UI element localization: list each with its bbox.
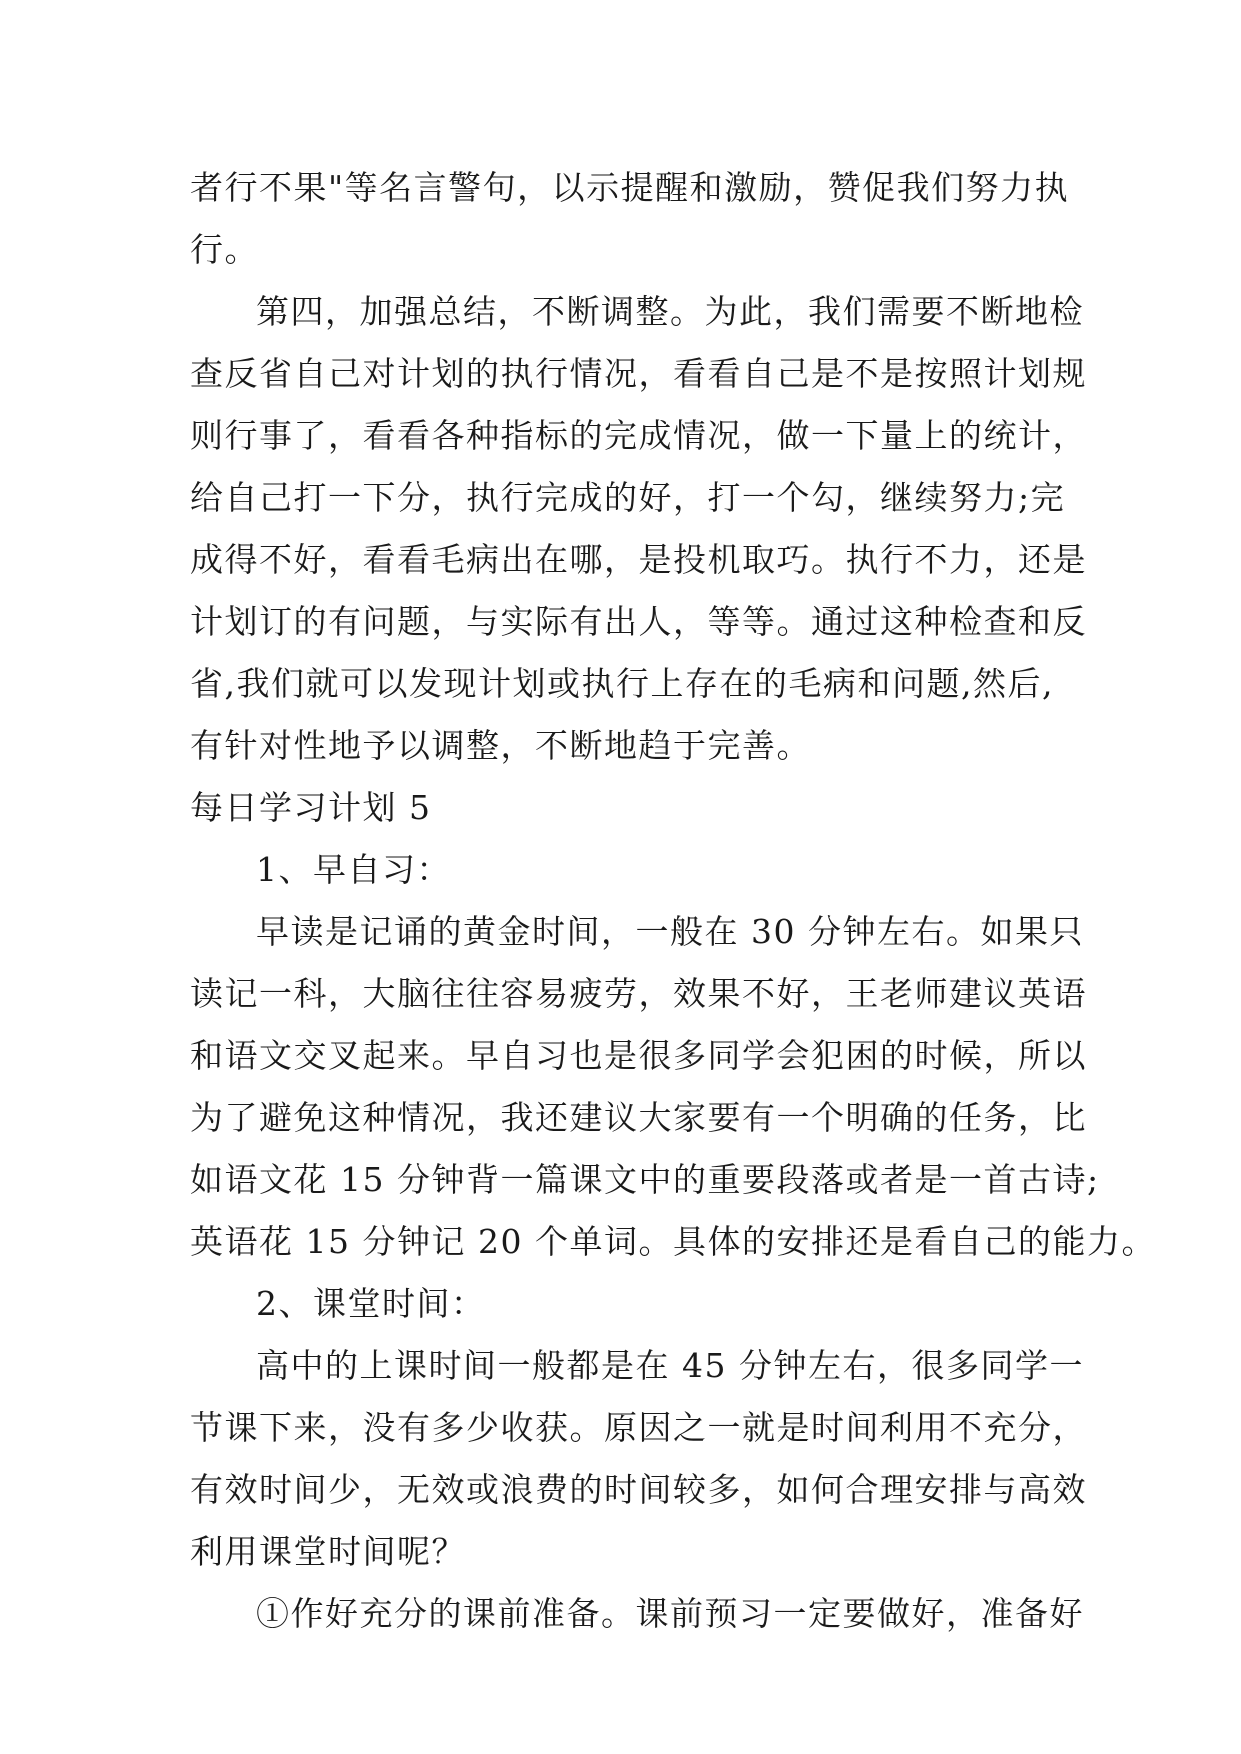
text-line: 者行不果"等名言警句，以示提醒和激励，赞促我们努力执 [190,168,1070,207]
text-line: 为了避免这种情况，我还建议大家要有一个明确的任务，比 [190,1098,1087,1137]
text-line: 读记一科，大脑往往容易疲劳，效果不好，王老师建议英语 [190,974,1087,1013]
text-line: 英语花 15 分钟记 20 个单词。具体的安排还是看自己的能力。 [190,1222,1156,1261]
text-line: 成得不好，看看毛病出在哪，是投机取巧。执行不力，还是 [190,540,1087,579]
paragraph-start-line: 早读是记诵的黄金时间，一般在 30 分钟左右。如果只 [256,912,1084,951]
subsection-heading: 2、课堂时间： [256,1284,486,1323]
text-line: 行。 [190,230,259,269]
section-heading: 每日学习计划 5 [190,788,432,827]
document-body [190,157,1156,1645]
text-line: 和语文交叉起来。早自习也是很多同学会犯困的时候，所以 [190,1036,1087,1075]
text-line: 有效时间少，无效或浪费的时间较多，如何合理安排与高效 [190,1470,1087,1509]
subsection-heading: 1、早自习： [256,850,451,889]
text-line: 省,我们就可以发现计划或执行上存在的毛病和问题,然后, [190,664,1054,703]
text-line: 有针对性地予以调整，不断地趋于完善。 [190,726,811,765]
text-line: 查反省自己对计划的执行情况，看看自己是不是按照计划规 [190,354,1087,393]
paragraph-start-line: ①作好充分的课前准备。课前预习一定要做好，准备好 [256,1594,1084,1633]
text-line: 利用课堂时间呢？ [190,1532,466,1571]
text-line: 计划订的有问题，与实际有出人，等等。通过这种检查和反 [190,602,1087,641]
paragraph-start-line: 第四，加强总结，不断调整。为此，我们需要不断地检 [256,292,1084,331]
text-line: 则行事了，看看各种指标的完成情况，做一下量上的统计， [190,416,1087,455]
text-line: 给自己打一下分，执行完成的好，打一个勾，继续努力;完 [190,478,1066,517]
text-line: 如语文花 15 分钟背一篇课文中的重要段落或者是一首古诗; [190,1160,1100,1199]
paragraph-start-line: 高中的上课时间一般都是在 45 分钟左右，很多同学一 [256,1346,1084,1385]
text-line: 节课下来，没有多少收获。原因之一就是时间利用不充分， [190,1408,1087,1447]
